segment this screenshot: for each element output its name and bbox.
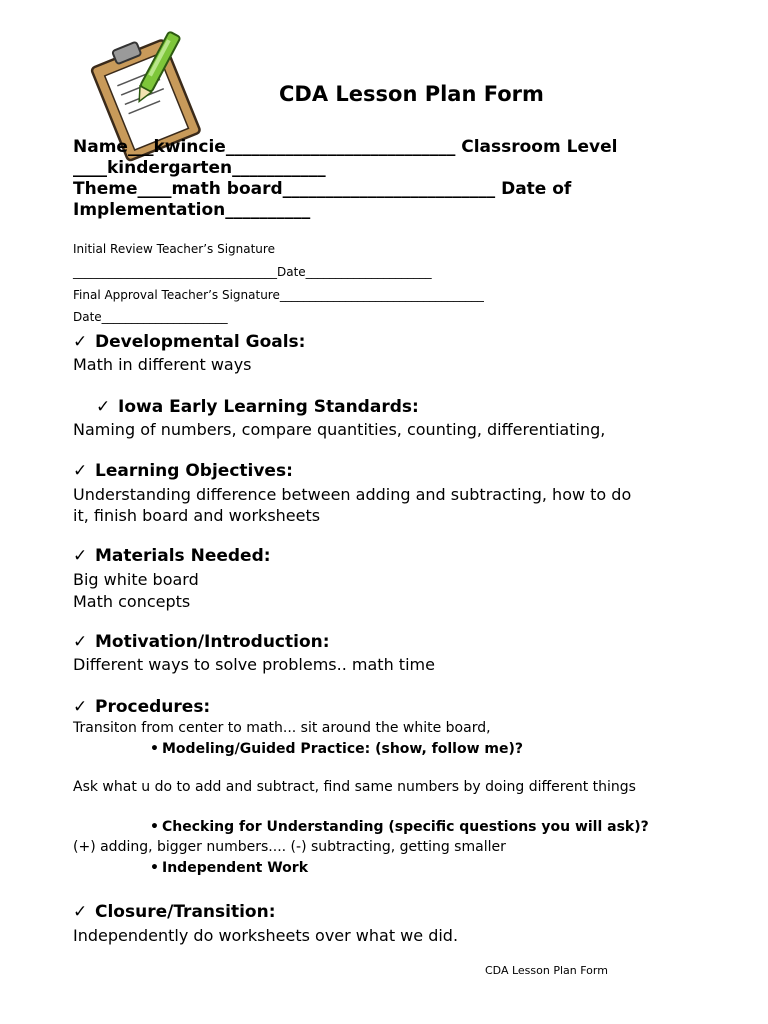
closure-heading: ✓ Closure/Transition: [73,902,276,922]
independent-work-bullet: • Independent Work [150,860,309,876]
page-footer: CDA Lesson Plan Form [485,964,608,977]
checkmark-icon: ✓ [73,332,88,352]
checking-bullet: • Checking for Understanding (specific questions you will ask)? [150,819,649,835]
checkmark-icon: ✓ [73,902,88,922]
materials-item-1: Big white board [73,570,199,589]
classroom-level-value: ____kindergarten___________ [73,158,326,178]
final-approval-date: Date_____________________ [73,310,228,324]
motivation-text: Different ways to solve problems.. math time [73,655,435,674]
initial-review-date: __________________________________Date_____________________ [73,265,432,279]
bullet-icon: • [150,741,159,757]
checkmark-icon: ✓ [96,397,111,417]
checkmark-icon: ✓ [73,461,88,481]
iowa-standards-heading: ✓ Iowa Early Learning Standards: [96,397,419,417]
modeling-text: Ask what u do to add and subtract, find same numbers by doing different things [73,779,636,795]
name-classroom-line: Name___kwincie___________________________ Classroom Level [73,137,618,157]
bullet-icon: • [150,819,159,835]
implementation-line: Implementation__________ [73,200,311,220]
initial-review-label: Initial Review Teacher’s Signature [73,242,275,256]
developmental-goals-heading: ✓ Developmental Goals: [73,332,306,352]
developmental-goals-text: Math in different ways [73,355,252,374]
closure-text: Independently do worksheets over what we did. [73,926,459,945]
modeling-bullet: • Modeling/Guided Practice: (show, follow me)? [150,741,523,757]
learning-objectives-text-1: Understanding difference between adding and subtracting, how to do [73,485,632,504]
checking-text: (+) adding, bigger numbers.... (-) subtracting, getting smaller [73,839,506,855]
procedures-intro: Transiton from center to math... sit around the white board, [73,720,491,736]
checkmark-icon: ✓ [73,546,88,566]
learning-objectives-heading: ✓ Learning Objectives: [73,461,293,481]
learning-objectives-text-2: it, finish board and worksheets [73,506,321,525]
bullet-icon: • [150,860,159,876]
motivation-heading: ✓ Motivation/Introduction: [73,632,330,652]
final-approval-label: Final Approval Teacher’s Signature__________________________________ [73,288,484,302]
materials-heading: ✓ Materials Needed: [73,546,271,566]
procedures-heading: ✓ Procedures: [73,697,211,717]
iowa-standards-text: Naming of numbers, compare quantities, counting, differentiating, [73,420,606,439]
checkmark-icon: ✓ [73,632,88,652]
page-title: CDA Lesson Plan Form [279,82,544,106]
checkmark-icon: ✓ [73,697,88,717]
theme-date-line: Theme____math board_________________________ Date of [73,179,572,199]
materials-item-2: Math concepts [73,592,191,611]
